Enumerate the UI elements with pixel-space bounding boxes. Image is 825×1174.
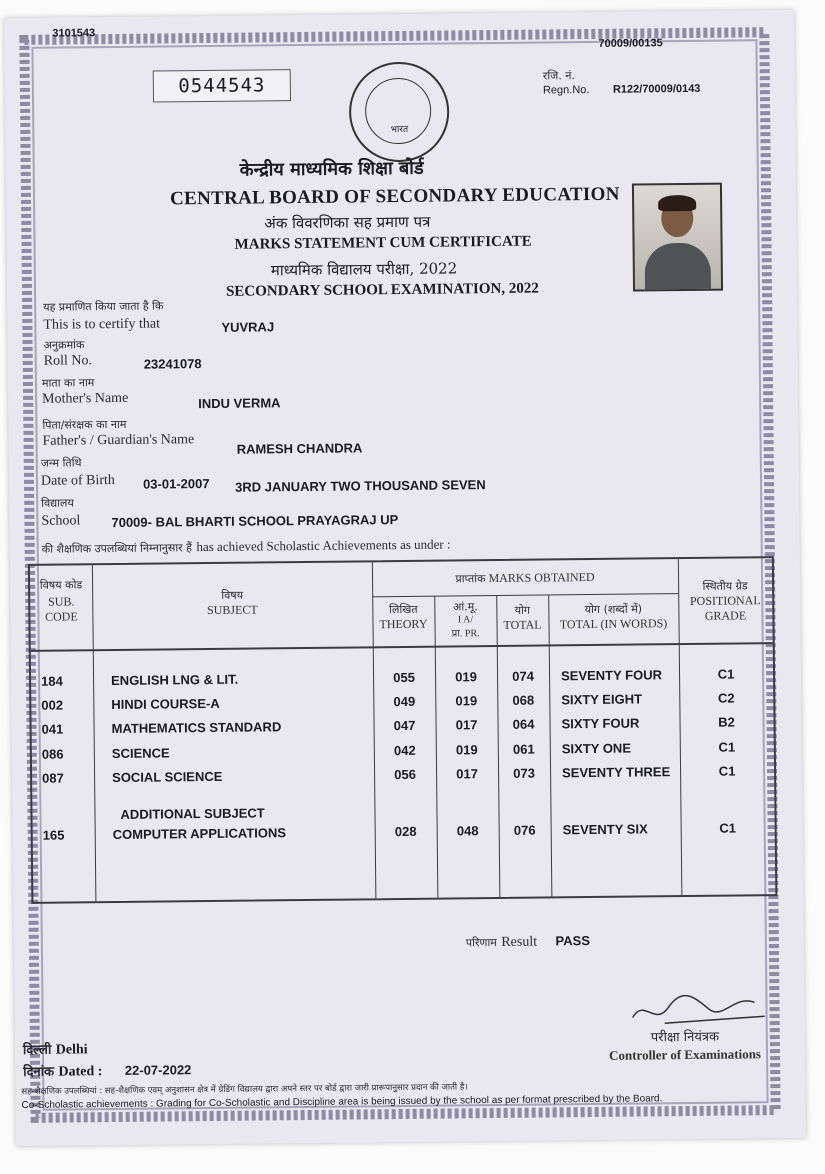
father-name: RAMESH CHANDRA [236, 440, 363, 457]
mother-label: Mother's Name [42, 390, 129, 407]
father-label: Father's / Guardian's Name [42, 432, 195, 449]
sub-code: 184 [41, 673, 63, 689]
positional-grade: B2 [718, 714, 735, 730]
ia-marks: 019 [455, 669, 477, 685]
theory-header: लिखित THEORY [379, 602, 428, 632]
theory-marks: 055 [393, 669, 415, 686]
dob-value: 03-01-2007 [142, 475, 210, 492]
school-label: School [41, 513, 81, 529]
total-marks: 061 [512, 741, 535, 757]
result-value: PASS [555, 933, 591, 949]
certify-hindi: यह प्रमाणित किया जाता है कि [43, 299, 164, 314]
total-marks: 076 [513, 822, 536, 838]
grade-header: स्थितीय ग्रेड POSITIONAL GRADE [689, 579, 761, 623]
theory-marks: 049 [393, 693, 416, 710]
achieve-hindi: की शैक्षणिक उपलब्धियां निम्नानुसार हैं [41, 541, 193, 556]
controller-hindi: परीक्षा नियंत्रक [650, 1029, 720, 1046]
total-in-words: SIXTY FOUR [561, 715, 640, 732]
student-name: YUVRAJ [221, 319, 275, 335]
result-line [466, 932, 590, 951]
ia-marks: 017 [456, 766, 479, 782]
total-marks: 074 [512, 668, 534, 684]
place-line [23, 1039, 88, 1059]
ia-marks: 019 [455, 742, 478, 758]
mother-hindi: माता का नाम [41, 376, 95, 390]
positional-grade: C1 [717, 666, 735, 682]
total-in-words: SIXTY EIGHT [561, 691, 643, 708]
positional-grade: C1 [718, 763, 736, 779]
total-marks: 068 [512, 692, 535, 708]
regn-label: Regn.No. [542, 83, 590, 97]
seal-text: भारत [390, 124, 409, 136]
right-code: 70009/00135 [598, 37, 663, 50]
cbse-seal-logo [349, 61, 450, 162]
board-title-english: CENTRAL BOARD OF SECONDARY EDUCATION [169, 183, 620, 210]
subject-name: SOCIAL SCIENCE [112, 768, 223, 786]
theory-marks: 056 [394, 766, 417, 783]
sub-code: 086 [41, 746, 64, 762]
subject-name: SCIENCE [111, 745, 170, 762]
total-in-words: SIXTY ONE [561, 740, 632, 757]
sub-code: 165 [42, 827, 65, 843]
code-header: विषय कोड SUB. CODE [39, 578, 83, 624]
dob-words: 3RD JANUARY TWO THOUSAND SEVEN [234, 477, 486, 495]
theory-marks: 028 [394, 823, 417, 840]
ia-pr-header: आं.मू. I A/ प्रा. PR. [451, 600, 480, 640]
certificate-title-english: MARKS STATEMENT CUM CERTIFICATE [234, 233, 532, 253]
total-marks: 064 [512, 716, 535, 732]
sub-code: 041 [41, 721, 64, 737]
roll-number: 23241078 [143, 356, 202, 372]
place-english: Delhi [55, 1042, 88, 1058]
subject-name: HINDI COURSE-A [111, 695, 220, 713]
positional-grade: C1 [718, 739, 736, 755]
co-scholastic-note-hindi: सह-शैक्षणिक उपलब्धियां : सह-शैक्षणिक एवम् अनुशासन क्षेत्र में ग्रेडिंग विद्यालय द्वारा अपने स्तर पर बोर्ड द्वारा जारी प्रारूपानुसार प्रदान की जाती है। [21, 1082, 468, 1097]
theory-marks: 047 [393, 717, 416, 734]
school-hindi: विद्यालय [41, 496, 74, 510]
ia-marks: 019 [455, 693, 478, 709]
result-label: Result [501, 934, 538, 950]
exam-title-english: SECONDARY SCHOOL EXAMINATION, 2022 [225, 280, 539, 300]
theory-marks: 042 [393, 742, 416, 759]
additional-subject-label: ADDITIONAL SUBJECT [120, 805, 265, 822]
roll-hindi: अनुक्रमांक [43, 338, 85, 352]
total-marks: 073 [513, 765, 536, 781]
exam-title-hindi: माध्यमिक विद्यालय परीक्षा, 2022 [270, 259, 458, 280]
dob-hindi: जन्म तिथि [40, 456, 82, 470]
issue-date: 22-07-2022 [124, 1062, 192, 1078]
total-in-words: SEVENTY SIX [562, 821, 648, 838]
subject-name: COMPUTER APPLICATIONS [112, 825, 287, 843]
ia-marks: 017 [455, 717, 478, 733]
school-name: 70009- BAL BHARTI SCHOOL PRAYAGRAJ UP [111, 512, 399, 531]
positional-grade: C2 [717, 690, 735, 706]
ia-marks: 048 [456, 823, 479, 839]
student-photo [632, 183, 723, 292]
dated-line [23, 1060, 191, 1081]
sub-code: 087 [42, 770, 64, 786]
positional-grade: C1 [719, 820, 737, 836]
subject-name: MATHEMATICS STANDARD [111, 719, 282, 737]
dated-hindi: दिनांक [23, 1064, 55, 1080]
father-hindi: पिता/संरक्षक का नाम [42, 417, 127, 432]
dated-label: Dated : [58, 1064, 103, 1080]
marks-table [28, 556, 778, 904]
place-hindi: दिल्ली [22, 1042, 52, 1058]
roll-label: Roll No. [43, 353, 93, 369]
result-hindi: परिणाम [465, 936, 497, 950]
total-words-header: योग (शब्दों में) TOTAL (IN WORDS) [559, 602, 668, 632]
subject-header: विषय SUBJECT [206, 588, 258, 618]
certificate-title-hindi: अंक विवरणिका सह प्रमाण पत्र [264, 212, 431, 233]
mother-name: INDU VERMA [198, 395, 281, 412]
subject-name: ENGLISH LNG & LIT. [111, 671, 239, 689]
total-in-words: SEVENTY FOUR [560, 667, 663, 684]
sub-code: 002 [41, 697, 64, 713]
left-code: 3101543 [52, 27, 96, 40]
regn-hindi-label: रजि. नं. [542, 69, 575, 83]
certify-label: This is to certify that [43, 316, 161, 333]
dob-label: Date of Birth [40, 472, 115, 489]
serial-number-box: 0544543 [153, 69, 291, 102]
board-title-hindi: केन्द्रीय माध्यमिक शिक्षा बोर्ड [239, 157, 424, 181]
co-scholastic-note-english: Co-Scholastic achievements : Grading for Co-Scholastic and Discipline area is being issued by the school as per format prescribed by the Board. [21, 1093, 663, 1111]
total-header: योग TOTAL [503, 603, 542, 632]
achieve-label: has achieved Scholastic Achievements as under : [196, 536, 451, 555]
certificate [18, 26, 781, 1124]
marks-obtained-header: प्राप्तांक MARKS OBTAINED [455, 569, 595, 586]
regn-value: R122/70009/0143 [612, 82, 701, 96]
controller-label: Controller of Examinations [608, 1046, 762, 1063]
total-in-words: SEVENTY THREE [562, 764, 671, 781]
